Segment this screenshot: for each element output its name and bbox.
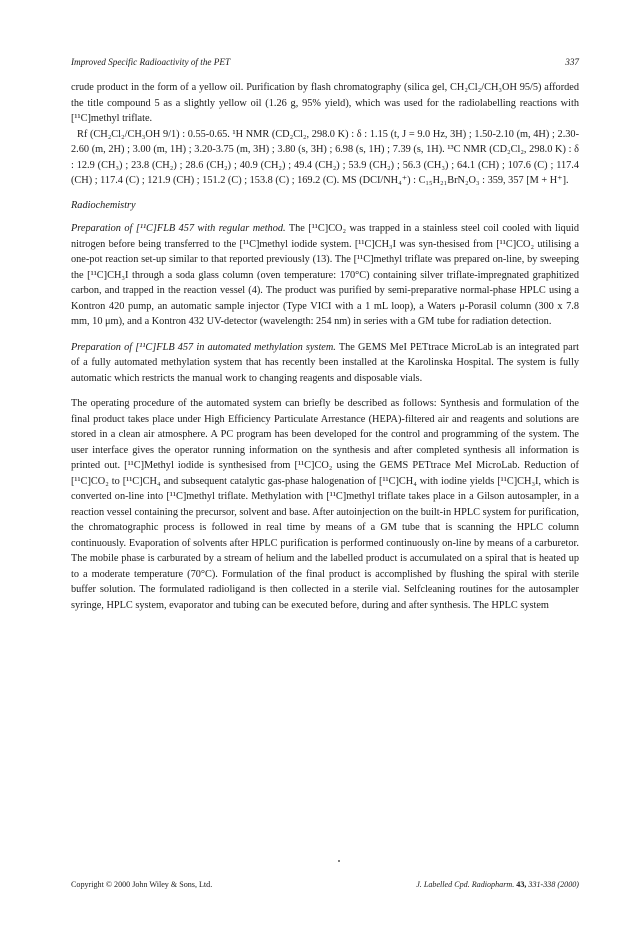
footer-journal: J. Labelled Cpd. Radiopharm. [416,880,515,889]
footer [71,880,579,892]
section-heading-radiochemistry: Radiochemistry [71,199,136,211]
footer-citation [416,880,579,889]
paragraph-nmr-data: Rf (CH₂Cl₂/CH₃OH 9/1) : 0.55-0.65. ¹H NMR (CD₂Cl₂, 298.0 K) : δ : 1.15 (t, J = 9.0 Hz, 3H) ; 1.50-2.10 (m, 4H) ; 2.30-2.60 (m, 2H) ; 3.00 (m, 1H) ; 3.20-3.75 (m, 3H) ; 3.80 (s, 3H) ; 6.98 (s, 1H) ; 7.39 (s, 1H). ¹³C NMR (CD₂Cl₂, 298.0 K) : δ : 12.9 (CH₃) ; 23.8 (CH₂) ; 28.6 (CH₂) ; 40.9 (CH₂) ; 49.4 (CH₂) ; 53.9 (CH₂) ; 56.3 (CH₃) ; 64.1 (CH) ; 107.6 (C) ; 117.4 (CH) ; 117.4 (C) ; 121.9 (CH) ; 151.2 (C) ; 153.8 (C) ; 169.2 (C). MS (DCI/NH₄⁺) : C₁₅H₂₁BrN₂O₃ : 359, 357 [M + H⁺]. [71,128,579,186]
stray-dot [338,860,340,862]
footer-pages: 331-338 (2000) [526,880,579,889]
footer-volume: 43, [516,880,527,889]
paragraph-regular-method-text: The [¹¹C]CO₂ was trapped in a stainless steel coil cooled with liquid nitrogen before being transferred to the [¹¹C]methyl iodide system. [¹¹C]CH₃I was syn-thesised from [¹¹C]CO₂ utilising a one-pot reaction set-up similar to that reported previously (13). The [¹¹C]methyl triflate was prepared on-line, by sweeping the [¹¹C]CH₃I through a soda glass column (oven temperature: 170°C) containing silver triflate-impregnated graphitized carbon, and trapped in the reaction vessel (4). The product was purified by semi-preparative normal-phase HPLC using a Kontron 420 pump, an automatic sample injector (Type VICI with a 1 mL loop), a Waters μ-Porasil column (300 x 7.8 mm, 10 μm), and a Kontron 432 UV-detector (wavelength: 254 nm) in series with a GM tube for radiation detection. [71,223,579,327]
paragraph-operating-procedure: The operating procedure of the automated system can briefly be described as follows: Synthesis and formulation of the final product takes place under High Efficiency Particulate Arrestance (HEPA)-filtered air and reagents and solutions are stored in a clean air atmosphere. A PC program has been developed for the control and programming of the system. The user interface gives the operator running information on the synthesis and after completed synthesis all information is printed out. [¹¹C]Methyl iodide is synthesised from [¹¹C]CO₂ using the GEMS PETtrace MeI MicroLab. Reduction of [¹¹C]CO₂ to [¹¹C]CH₄ and subsequent catalytic gas-phase halogenation of [¹¹C]CH₄ with iodine yields [¹¹C]CH₃I, which is converted on-line into [¹¹C]methyl triflate. Methylation with [¹¹C]methyl triflate takes place in a Gilson autosampler, in a reaction vessel containing the precursor, solvent and base. After autoinjection on the built-in HPLC system for purification, the chromatographic process is followed in real time by means of a GM tube that is scanning the HPLC column continuously. Evaporation of solvents after HPLC purification is performed continuously on-line by means of a carburetor. The mobile phase is carburated by a stream of helium and the labelled product is accumulated on a spiral that is heated up to a moderate temperature (70°C). Formulation of the final product is accomplished by flushing the spiral with sterile buffer solution. The formulated radioligand is then collected in a sterile vial. Selfcleaning routines for the autosampler syringe, HPLC system, evaporator and tubing can be executed before, during and after synthesis. The HPLC system [71,398,579,611]
footer-copyright: Copyright © 2000 John Wiley & Sons, Ltd. [71,880,213,889]
paragraph-automated-method-text: The GEMS MeI PETtrace MicroLab is an integrated part of a fully automated methylation system that has recently been installed at the Karolinska Hospital. The system is fully automatic which restricts the manual work to changing reagents and disposable vials. [71,341,579,384]
paragraph-regular-method [71,221,579,330]
paragraph-automated-method-lead: Preparation of [¹¹C]FLB 457 in automated methylation system. [71,341,336,353]
paragraph-automated-method [71,340,579,387]
page-number: 337 [565,57,579,67]
running-title: Improved Specific Radioactivity of the PET [71,57,231,67]
running-head [71,57,579,71]
body-text [71,80,579,613]
paragraph-regular-method-lead: Preparation of [¹¹C]FLB 457 with regular method. [71,223,286,234]
paragraph-synthesis-end: crude product in the form of a yellow oil. Purification by flash chromatography (silica gel, CH₂Cl₂/CH₃OH 95/5) afforded the title compound 5 as a slightly yellow oil (1.26 g, 95% yield), which was used for the radiolabelling reactions with [¹¹C]methyl triflate. [71,82,579,124]
